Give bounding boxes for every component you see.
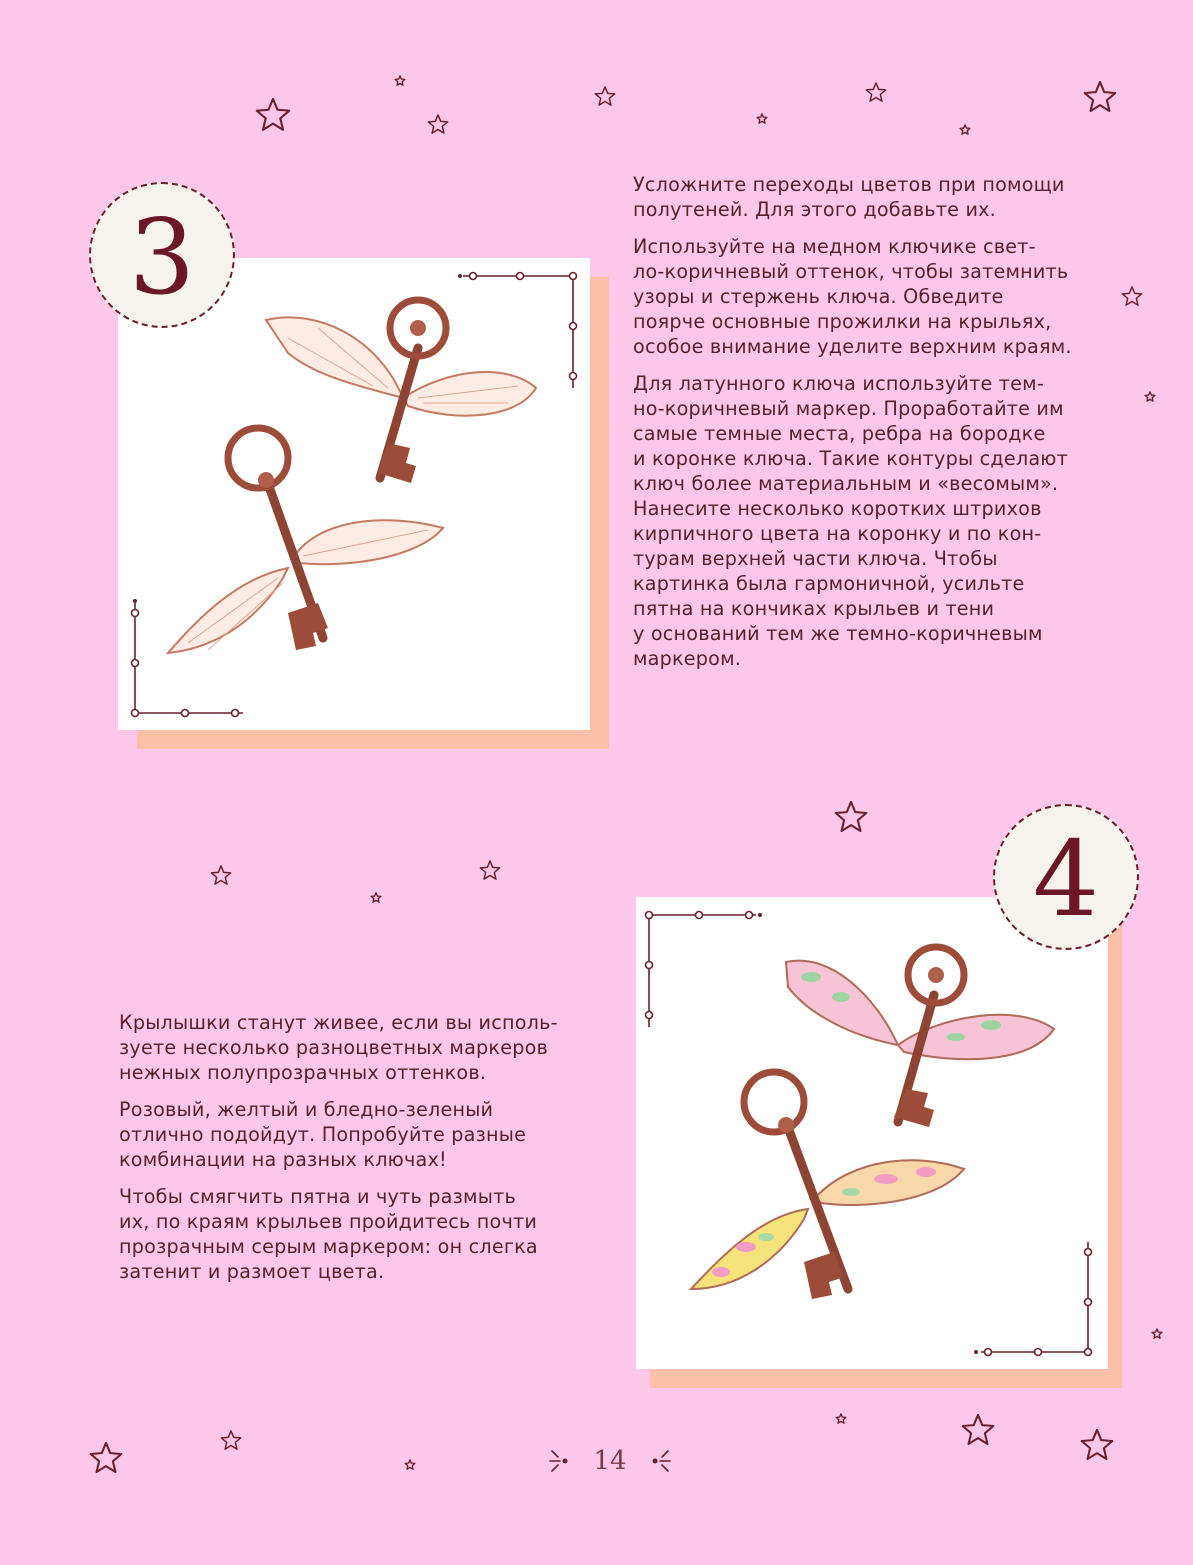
step-number-badge-3 xyxy=(89,182,235,328)
step4-instructions xyxy=(119,1010,619,1296)
star-icon xyxy=(835,1413,847,1425)
star-icon xyxy=(834,801,868,835)
star-icon xyxy=(1083,81,1117,115)
page-footer xyxy=(540,1438,680,1488)
star-icon xyxy=(89,1442,123,1476)
star-icon xyxy=(255,98,291,134)
step3-instructions xyxy=(633,172,1133,683)
star-icon xyxy=(1080,1429,1114,1463)
star-icon xyxy=(756,113,768,125)
star-icon xyxy=(1151,1328,1163,1340)
paragraph: Для латунного ключа используйте тем- но-коричневый маркер. Проработайте им самые темные места, ребра на бородке и коронке ключа. Такие контуры сделают ключ более материальным и «весомым». Нанесите несколько коротких штрихов кирпичного цвета на коронку и по кон- турам верхней части ключа. Чтобы картинка была гармоничной, усильте пятна на кончиках крыльев и тени у оснований тем же темно-коричневым маркером. xyxy=(633,372,1068,670)
star-icon xyxy=(865,82,887,104)
page-number: 14 xyxy=(593,1446,627,1476)
winged-key-upper xyxy=(786,947,1054,1127)
step-number: 4 xyxy=(1032,818,1100,940)
star-icon xyxy=(394,75,406,87)
star-icon xyxy=(427,114,449,136)
illustration-card-step3 xyxy=(118,258,590,730)
illustration-card-step4 xyxy=(636,897,1108,1369)
winged-keys-illustration-step4 xyxy=(636,897,1108,1369)
star-icon xyxy=(594,86,616,108)
corner-ornament xyxy=(646,912,1092,1356)
paragraph: Чтобы смягчить пятна и чуть размыть их, по краям крыльев пройдитесь почти прозрачным серым маркером: он слегка затенит и размоет цвета. xyxy=(119,1185,538,1283)
winged-key-upper xyxy=(266,300,536,483)
star-icon xyxy=(370,892,382,904)
winged-keys-illustration-step3 xyxy=(118,258,590,730)
star-icon xyxy=(404,1459,416,1471)
paragraph: Розовый, желтый и бледно-зеленый отлично подойдут. Попробуйте разные комбинации на разных ключах! xyxy=(119,1098,527,1171)
step-number-badge-4 xyxy=(993,804,1139,950)
paragraph: Усложните переходы цветов при помощи полутеней. Для этого добавьте их. xyxy=(633,173,1065,221)
sparkle-ornament-right xyxy=(650,1448,672,1474)
star-icon xyxy=(959,124,971,136)
step-number: 3 xyxy=(128,196,196,318)
star-icon xyxy=(479,860,501,882)
paragraph: Крылышки станут живее, если вы исполь- зуете несколько разноцветных маркеров нежных полупрозрачных оттенков. xyxy=(119,1011,558,1084)
star-icon xyxy=(220,1430,242,1452)
star-icon xyxy=(210,865,232,887)
paragraph: Используйте на медном ключике свет- ло-коричневый оттенок, чтобы затемнить узоры и стержень ключа. Обведите поярче основные прожилки на крыльях, особое внимание уделите верхним краям. xyxy=(633,235,1072,358)
star-icon xyxy=(1144,391,1156,403)
star-icon xyxy=(961,1414,995,1448)
